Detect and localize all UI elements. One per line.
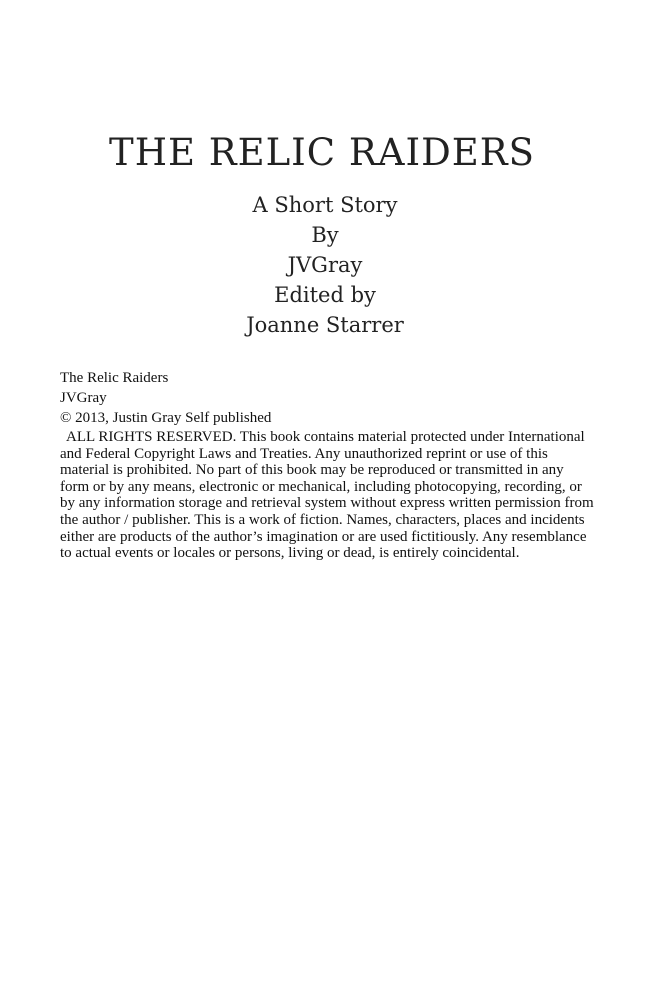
copyright-author: JVGray xyxy=(60,390,107,406)
rights-reserved-paragraph: ALL RIGHTS RESERVED. This book contains material protected under International and Federal Copyright Laws and Treaties. Any unauthorized reprint or use of this material is prohibited. No part of this book may be reproduced or transmitted in any form or by any means, electronic or mechanical, including photocopying, recording, or by any information storage and retrieval system without express written permission from the author / publisher. This is a work of fiction. Names, characters, places and incidents either are products of the author’s imagination or are used fictitiously. Any resemblance to actual events or locales or persons, living or dead, is entirely coincidental. xyxy=(60,429,594,562)
copyright-notice: © 2013, Justin Gray Self published xyxy=(60,410,272,426)
copyright-block xyxy=(60,368,596,562)
book-subtitle: A Short Story xyxy=(252,193,398,217)
book-title: THE RELIC RAIDERS xyxy=(109,131,535,174)
editor-name: Joanne Starrer xyxy=(246,313,404,337)
by-line: By xyxy=(311,223,339,247)
copyright-book-title: The Relic Raiders xyxy=(60,370,169,386)
edited-by-line: Edited by xyxy=(274,283,376,307)
author-name: JVGray xyxy=(287,253,363,277)
